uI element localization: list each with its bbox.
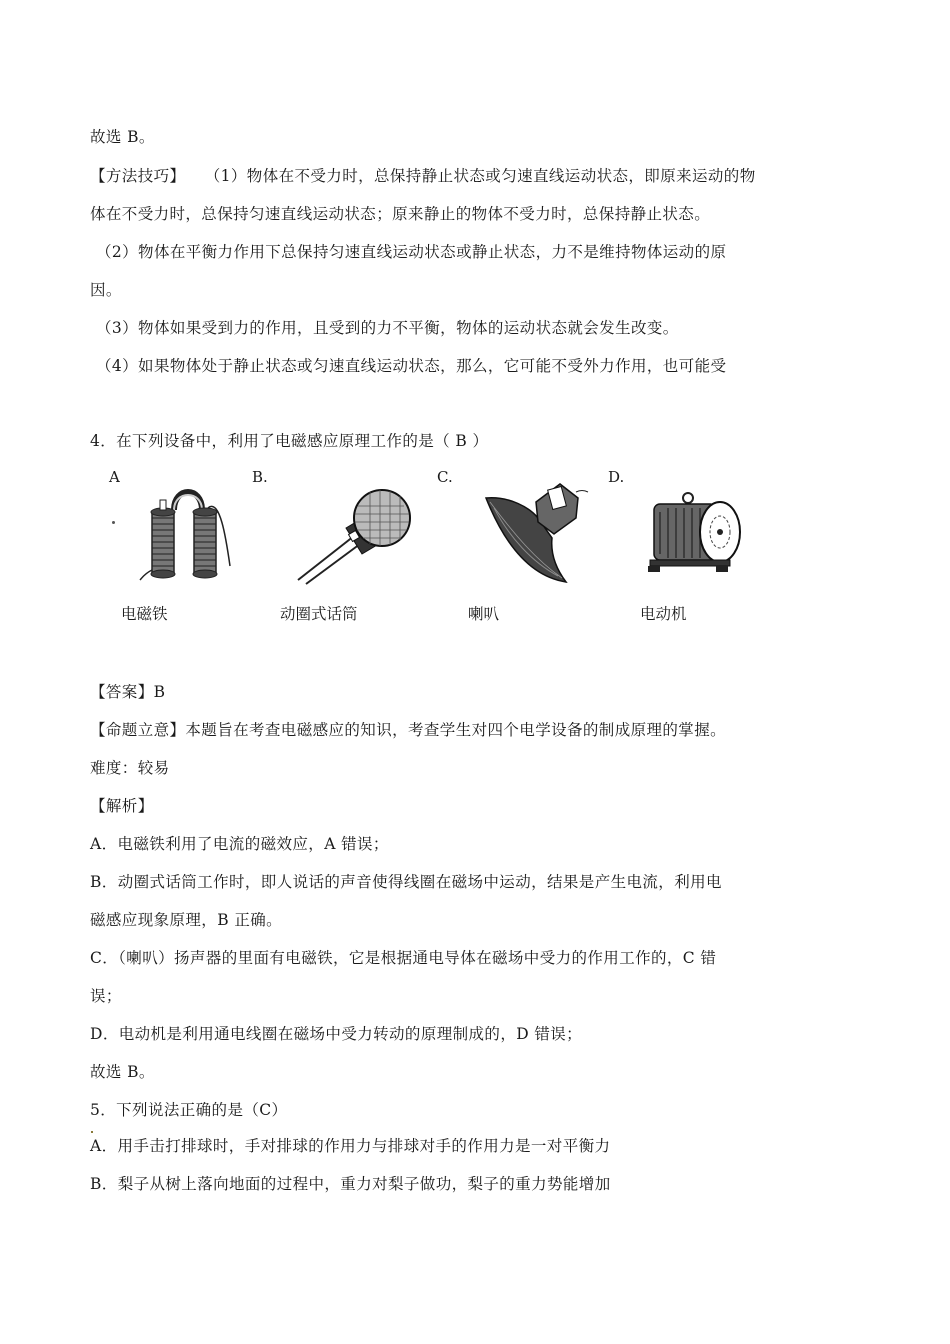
method-tip-line (90, 164, 756, 186)
option-d-label: D. (608, 468, 625, 486)
question-5: 5．下列说法正确的是（C） (90, 1101, 288, 1119)
option-d-caption: 电动机 (640, 605, 687, 623)
option-c-label: C. (437, 468, 453, 486)
text-line: （2）物体在平衡力作用下总保持匀速直线运动状态或静止状态，力不是维持物体运动的原 (96, 243, 727, 261)
option-a-caption: 电磁铁 (121, 605, 168, 623)
option-c-caption: 喇叭 (468, 605, 500, 623)
analysis-a: A．电磁铁利用了电流的磁效应，A 错误； (90, 835, 389, 853)
difficulty-line: 难度：较易 (90, 759, 170, 777)
answer-line: 【答案】B (90, 683, 166, 701)
text-line: 因。 (90, 281, 122, 299)
text-line: （3）物体如果受到力的作用，且受到的力不平衡，物体的运动状态就会发生改变。 (96, 319, 679, 337)
analysis-d: D．电动机是利用通电线圈在磁场中受力转动的原理制成的，D 错误； (90, 1025, 583, 1043)
analysis-c-cont: 误； (90, 987, 122, 1005)
question-4: 4．在下列设备中，利用了电磁感应原理工作的是（ B ） (90, 432, 489, 450)
question-5-option-b: B．梨子从树上落向地面的过程中，重力对梨子做功，梨子的重力势能增加 (90, 1175, 611, 1193)
electric-motor-icon (646, 490, 746, 580)
dot-mark (112, 521, 115, 524)
analysis-heading: 【解析】 (90, 797, 154, 815)
method-tip-text: （1）物体在不受力时，总保持静止状态或匀速直线运动状态，即原来运动的物 (204, 167, 756, 185)
text-line: 体在不受力时，总保持匀速直线运动状态；原来静止的物体不受力时，总保持静止状态。 (90, 205, 711, 223)
electromagnet-icon (138, 478, 238, 583)
question-5-option-a: A．用手击打排球时，手对排球的作用力与排球对手的作用力是一对平衡力 (90, 1137, 611, 1155)
option-a-label: A (109, 468, 120, 486)
method-tip-heading: 【方法技巧】 (90, 167, 186, 185)
loudspeaker-icon (480, 478, 590, 588)
text-line: 故选 B。 (90, 128, 155, 146)
intent-line: 【命题立意】本题旨在考查电磁感应的知识，考查学生对四个电学设备的制成原理的掌握。 (90, 721, 727, 739)
microphone-icon (288, 488, 418, 588)
analysis-b-cont: 磁感应现象原理，B 正确。 (90, 911, 283, 929)
text-line: 故选 B。 (90, 1063, 155, 1081)
text-line: （4）如果物体处于静止状态或匀速直线运动状态，那么，它可能不受外力作用，也可能受 (96, 357, 727, 375)
tiny-mark (91, 1131, 93, 1133)
analysis-b: B．动圈式话筒工作时，即人说话的声音使得线圈在磁场中运动，结果是产生电流，利用电 (90, 873, 722, 891)
option-b-caption: 动圈式话筒 (280, 605, 358, 623)
analysis-c: C．（喇叭）扬声器的里面有电磁铁，它是根据通电导体在磁场中受力的作用工作的，C 错 (90, 949, 717, 967)
option-b-label: B. (252, 468, 268, 486)
